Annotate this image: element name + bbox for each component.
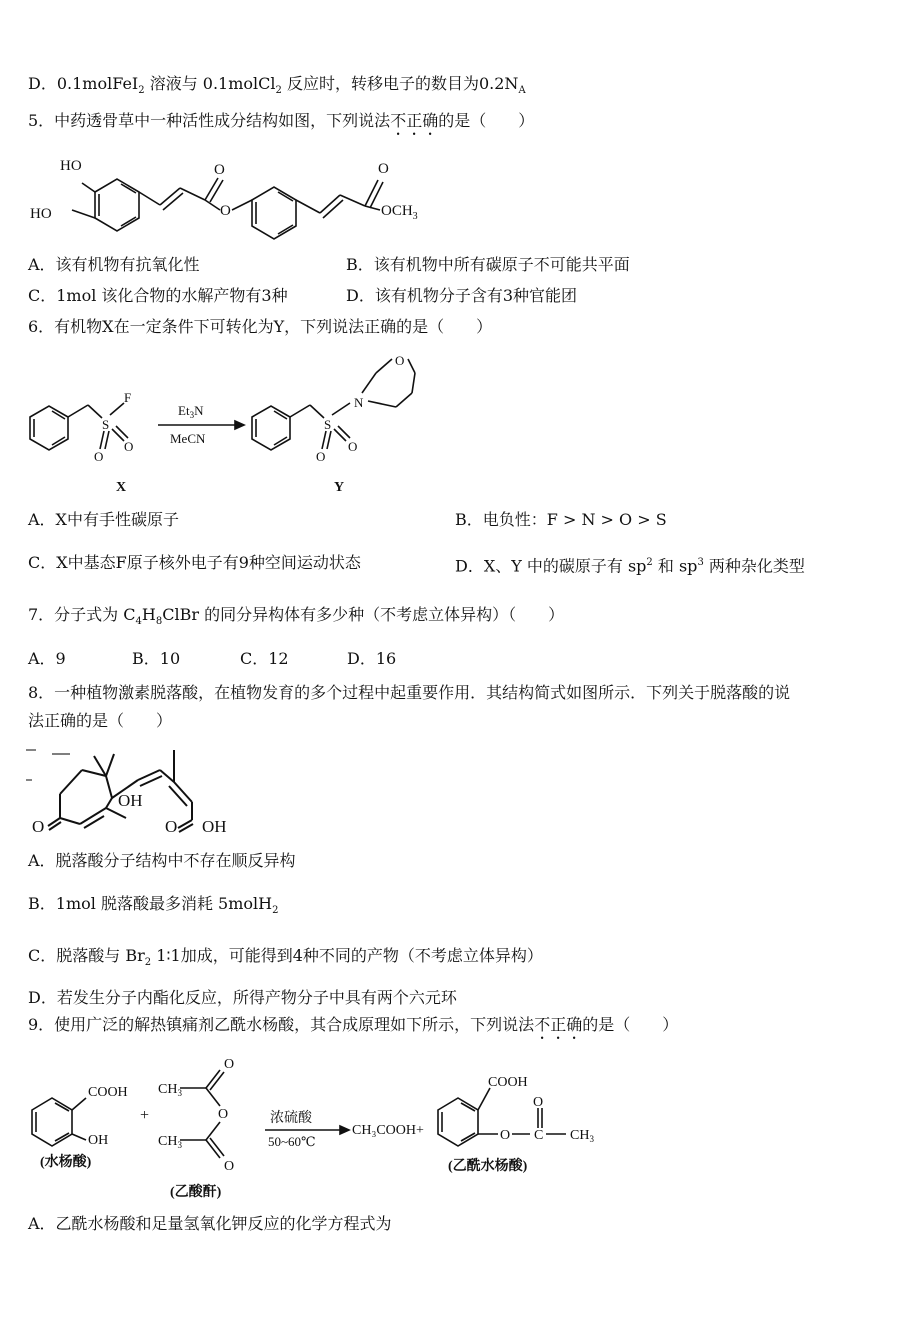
q4d-sub1: 2 bbox=[138, 85, 145, 97]
q8-stem-line2: 法正确的是（ ） bbox=[28, 711, 173, 730]
q5-ester-o: O bbox=[220, 203, 231, 219]
q9-aspirin-ch3-text: CH bbox=[570, 1128, 590, 1143]
q9-label-anhydride: (乙酸酐) bbox=[170, 1185, 222, 1200]
q8b-a: B．1mol 脱落酸最多消耗 5molH bbox=[28, 894, 273, 913]
q7-sub2: 8 bbox=[155, 616, 163, 628]
q7-stem-c: ClBr 的同分异构体有多少种（不考虑立体异构）（ ） bbox=[162, 605, 565, 624]
q9-aspirin-carbonyl-c: C bbox=[534, 1128, 544, 1143]
q4d-a: 0.1molFeI bbox=[56, 74, 139, 93]
q7-sub1: 4 bbox=[135, 616, 142, 628]
q6-y-nitrogen: N bbox=[354, 395, 364, 410]
q9-anhydride-o-top: O bbox=[224, 1057, 235, 1072]
q9-aspirin-ester-o: O bbox=[500, 1128, 511, 1143]
q7-option-c: C．12 bbox=[240, 649, 289, 668]
q8-structure-svg bbox=[22, 740, 262, 840]
q9-ch3-top-text: CH bbox=[158, 1082, 178, 1097]
q8-option-c bbox=[28, 945, 543, 974]
q7-option-b: B．10 bbox=[132, 649, 181, 668]
q6d-c: 两种杂化类型 bbox=[703, 556, 805, 576]
q9-condition-top: 浓硫酸 bbox=[270, 1111, 312, 1126]
q5-och3-sub: 3 bbox=[412, 211, 418, 222]
q8-option-b bbox=[28, 893, 278, 922]
q9-product-acetic: CH₃COOH+ bbox=[352, 1123, 424, 1138]
q6d-a: D．X、Y 中的碳原子有 sp bbox=[455, 556, 647, 576]
q4d-sub2: 2 bbox=[275, 85, 282, 97]
q9-plus: + bbox=[140, 1107, 150, 1124]
q9-aspirin-cooh: COOH bbox=[488, 1075, 528, 1090]
q4d-b: 溶液与 0.1molCl bbox=[144, 74, 276, 93]
q8c-sub: 2 bbox=[144, 957, 152, 969]
q5-stem-b: 的是（ ） bbox=[438, 111, 535, 130]
q9-stem-a: 9．使用广泛的解热镇痛剂乙酰水杨酸，其合成原理如下所示，下列说法 bbox=[28, 1015, 535, 1034]
q5-ho-bottom: HO bbox=[30, 206, 52, 222]
q8b-sub: 2 bbox=[272, 905, 279, 917]
q9-aspirin-ch3 bbox=[570, 1128, 594, 1144]
q9-stem bbox=[28, 1014, 678, 1043]
q9-label-aspirin: (乙酰水杨酸) bbox=[448, 1159, 528, 1174]
q9-anhydride-ch3-top bbox=[158, 1082, 182, 1098]
q9-label-salicylic: (水杨酸) bbox=[40, 1155, 92, 1170]
q8-acid-hydroxyl: OH bbox=[202, 817, 227, 836]
q9-anhydride-ch3-bottom bbox=[158, 1134, 182, 1150]
q9-ch3-bottom-text: CH bbox=[158, 1134, 178, 1149]
q6-reagent-sub: 3 bbox=[189, 410, 195, 420]
q5-option-d: D．该有机物分子含有3种官能团 bbox=[346, 286, 578, 305]
q6-x-sulfur: S bbox=[102, 417, 110, 432]
q8-acid-oxygen: O bbox=[165, 817, 178, 836]
q9-option-a: A．乙酰水杨酸和足量氢氧化钾反应的化学方程式为 bbox=[28, 1214, 392, 1233]
q6-y-oxygen-b: O bbox=[348, 439, 358, 454]
q4d-d: 0.2N bbox=[478, 74, 519, 93]
q5-structure-figure bbox=[20, 148, 440, 248]
q6-label-x: X bbox=[116, 480, 127, 495]
q6-stem: 6．有机物X在一定条件下可转化为Y，下列说法正确的是（ ） bbox=[28, 317, 493, 336]
q5-och3 bbox=[381, 203, 418, 222]
q6-reaction-svg bbox=[20, 345, 420, 500]
q7-option-a: A．9 bbox=[28, 649, 66, 668]
q7-stem bbox=[28, 604, 564, 633]
q6-y-sulfur: S bbox=[324, 417, 332, 432]
q9-reaction-figure bbox=[20, 1048, 620, 1208]
q5-option-a: A．该有机物有抗氧化性 bbox=[28, 255, 200, 274]
q9-ch3-top-sub: 3 bbox=[177, 1088, 182, 1098]
q8-option-a: A．脱落酸分子结构中不存在顺反异构 bbox=[28, 851, 296, 870]
q4-option-d bbox=[28, 73, 526, 102]
q9-aspirin-carbonyl-o: O bbox=[533, 1095, 544, 1110]
q6d-sup2: 3 bbox=[697, 557, 704, 568]
q8-hydroxyl: OH bbox=[118, 791, 143, 810]
q5-option-c: C．1mol 该化合物的水解产物有3种 bbox=[28, 286, 288, 305]
q9-salicylic-oh: OH bbox=[88, 1133, 109, 1148]
q9-salicylic-cooh: COOH bbox=[88, 1085, 128, 1100]
q6d-b: 和 sp bbox=[652, 556, 698, 576]
q6-y-ring-oxygen: O bbox=[395, 353, 405, 368]
q5-stem bbox=[28, 110, 534, 139]
q9-ch3-bottom-sub: 3 bbox=[177, 1140, 182, 1150]
q6-reagent-bottom: MeCN bbox=[170, 431, 206, 446]
q9-anhydride-o-mid: O bbox=[218, 1107, 229, 1122]
q8-stem-line1: 8．一种植物激素脱落酸，在植物发育的多个过程中起重要作用．其结构简式如图所示．下列关于脱落酸的说 bbox=[28, 683, 791, 702]
q7-option-d: D．16 bbox=[347, 649, 397, 668]
q5-option-b: B．该有机物中所有碳原子不可能共平面 bbox=[346, 255, 630, 274]
q5-ho-top: HO bbox=[60, 158, 82, 174]
q8-structure-figure bbox=[22, 740, 262, 840]
q8-option-d: D．若发生分子内酯化反应，所得产物分子中具有两个六元环 bbox=[28, 988, 457, 1007]
q9-anhydride-o-bottom: O bbox=[224, 1159, 235, 1174]
q5-och3-text: OCH bbox=[381, 203, 413, 219]
q6-reagent-n: N bbox=[194, 403, 204, 418]
q5-carbonyl-o1: O bbox=[214, 162, 225, 178]
q6-reaction-figure bbox=[20, 345, 420, 500]
q6-x-oxygen-a: O bbox=[94, 449, 104, 464]
q6-option-b: B．电负性：F > N > O > S bbox=[455, 510, 667, 529]
q5-carbonyl-o2: O bbox=[378, 161, 389, 177]
q9-condition-bottom: 50~60℃ bbox=[268, 1134, 316, 1149]
q6-reagent-et: Et bbox=[178, 403, 190, 418]
q9-stem-emphasis: 不正确 bbox=[534, 1015, 583, 1034]
q6-option-c: C．X中基态F原子核外电子有9种空间运动状态 bbox=[28, 553, 361, 572]
q4d-sub3: A bbox=[518, 85, 526, 97]
q4d-c: 反应时，转移电子的数目为 bbox=[281, 74, 479, 93]
q8c-a: C．脱落酸与 Br bbox=[28, 946, 145, 965]
q8-keto-oxygen: O bbox=[32, 817, 45, 836]
q5-structure-svg bbox=[20, 148, 440, 248]
q5-stem-emphasis: 不正确 bbox=[390, 111, 439, 130]
q6-label-y: Y bbox=[334, 480, 345, 495]
q4d-prefix: D． bbox=[28, 74, 57, 93]
q5-stem-a: 5．中药透骨草中一种活性成分结构如图，下列说法 bbox=[28, 111, 391, 130]
q7-stem-a: 7．分子式为 C bbox=[28, 605, 136, 624]
q6-reagent-top bbox=[178, 403, 204, 420]
q6-x-fluorine: F bbox=[124, 390, 132, 405]
q9-stem-b: 的是（ ） bbox=[582, 1015, 679, 1034]
q6d-sup1: 2 bbox=[646, 557, 653, 568]
q9-reaction-svg bbox=[20, 1048, 620, 1208]
q9-aspirin-ch3-sub: 3 bbox=[589, 1134, 594, 1144]
q6-y-oxygen-a: O bbox=[316, 449, 326, 464]
q6-option-a: A．X中有手性碳原子 bbox=[28, 510, 179, 529]
q6-x-oxygen-b: O bbox=[124, 439, 134, 454]
q8c-b: 1∶1加成，可能得到4种不同的产物（不考虑立体异构） bbox=[151, 946, 543, 965]
q6-option-d bbox=[455, 552, 805, 577]
q7-stem-b: H bbox=[141, 605, 156, 624]
